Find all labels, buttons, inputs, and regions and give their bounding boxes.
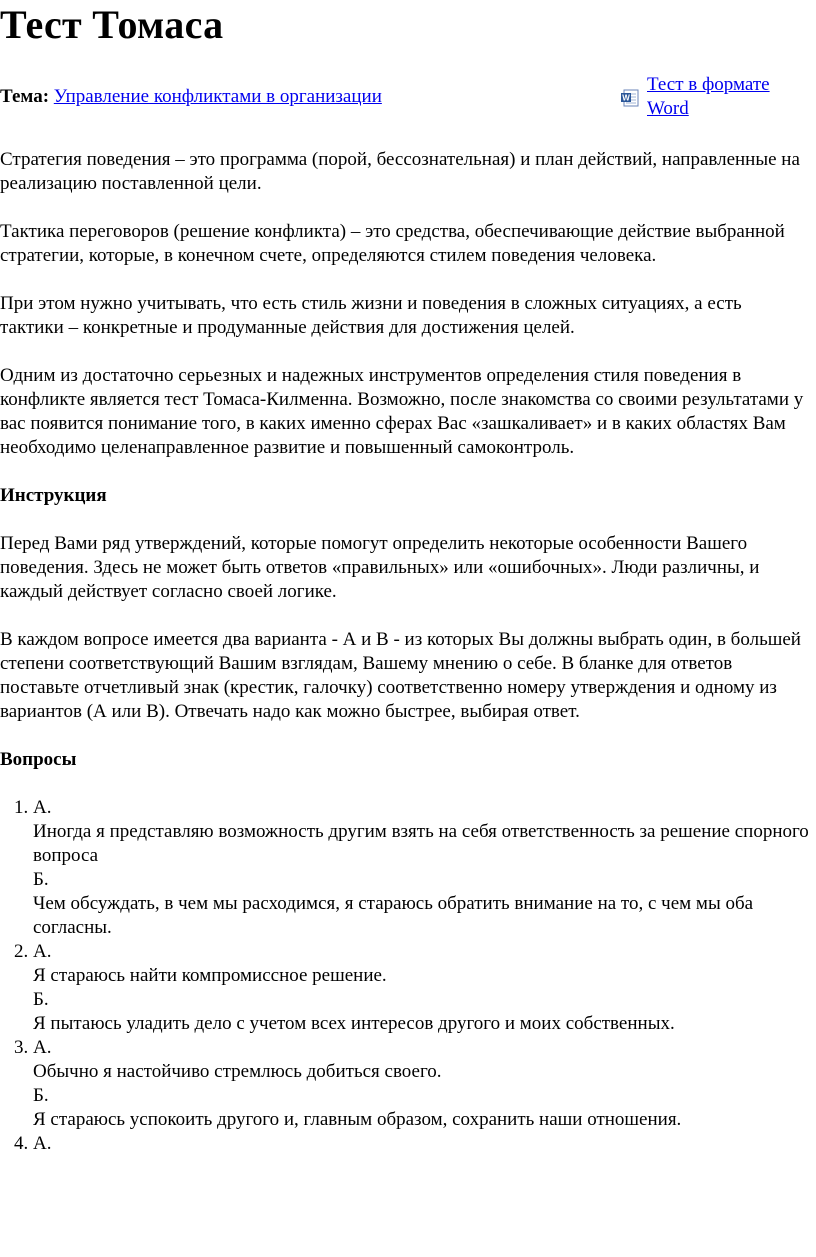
option-a-text: Я стараюсь найти компромиссное решение. (33, 965, 387, 986)
paragraph: Стратегия поведения – это программа (порой, бессознательная) и план действий, направленные на реализацию поставленной цели. (0, 149, 800, 194)
instruction-heading: Инструкция (0, 485, 107, 506)
topic-label: Тема: (0, 86, 50, 107)
option-b-label: Б. (33, 989, 49, 1010)
word-link-text[interactable]: Тест в формате Word (647, 74, 770, 119)
questions-heading: Вопросы (0, 749, 77, 770)
page-title: Тест Томаса (0, 2, 224, 47)
question-item (33, 1036, 810, 1132)
topic-row (0, 74, 816, 125)
option-a-label: 3. А. (33, 1037, 52, 1058)
paragraph: Тактика переговоров (решение конфликта) – это средства, обеспечивающие действие выбранной стратегии, которые, в конечном счете, определяются стилем поведения человека. (0, 221, 785, 266)
paragraph: При этом нужно учитывать, что есть стиль жизни и поведения в сложных ситуациях, а есть тактики – конкретные и продуманные действия для достижения целей. (0, 293, 742, 338)
instruction-paragraph: В каждом вопросе имеется два варианта - А и В - из которых Вы должны выбрать один, в большей степени соответствующий Вашим взглядам, Вашему мнению о себе. В бланке для ответов поставьте отчетливый знак (крестик, галочку) соответственно номеру утверждения и одному из вариантов (А или В). Отвечать надо как можно быстрее, выбирая ответ. (0, 629, 801, 722)
option-a-label: 1. А. (33, 797, 52, 818)
svg-text:W: W (622, 93, 630, 103)
word-document-icon[interactable] (621, 89, 639, 107)
option-b-text: Я пытаюсь уладить дело с учетом всех интересов другого и моих собственных. (33, 1013, 675, 1034)
topic (0, 85, 382, 109)
option-a-label: 4. А. (33, 1133, 52, 1154)
option-b-label: Б. (33, 1085, 49, 1106)
option-b-text: Чем обсуждать, в чем мы расходимся, я стараюсь обратить внимание на то, с чем мы оба согласны. (33, 893, 754, 938)
main-content (0, 148, 810, 1156)
question-item (33, 940, 810, 1036)
option-a-label: 2. А. (33, 941, 52, 962)
option-b-text: Я стараюсь успокоить другого и, главным образом, сохранить наши отношения. (33, 1109, 682, 1130)
option-a-text: Иногда я представляю возможность другим взять на себя ответственность за решение спорного вопроса (33, 821, 809, 866)
option-a-text: Обычно я настойчиво стремлюсь добиться своего. (33, 1061, 442, 1082)
option-b-label: Б. (33, 869, 49, 890)
questions-list (0, 796, 810, 1156)
topic-link[interactable]: Управление конфликтами в организации (53, 86, 382, 107)
instruction-paragraph: Перед Вами ряд утверждений, которые помогут определить некоторые особенности Вашего поведения. Здесь не может быть ответов «правильных» или «ошибочных». Люди различны, и каждый действует согласно своей логике. (0, 533, 760, 602)
paragraph: Одним из достаточно серьезных и надежных инструментов определения стиля поведения в конфликте является тест Томаса-Килменна. Возможно, после знакомства со своими результатами у вас появится понимание того, в каких именно сферах Вас «зашкаливает» и в каких областях Вам необходимо целенаправленное развитие и повышенный самоконтроль. (0, 365, 804, 458)
question-item (33, 1132, 810, 1156)
question-item (33, 796, 810, 940)
